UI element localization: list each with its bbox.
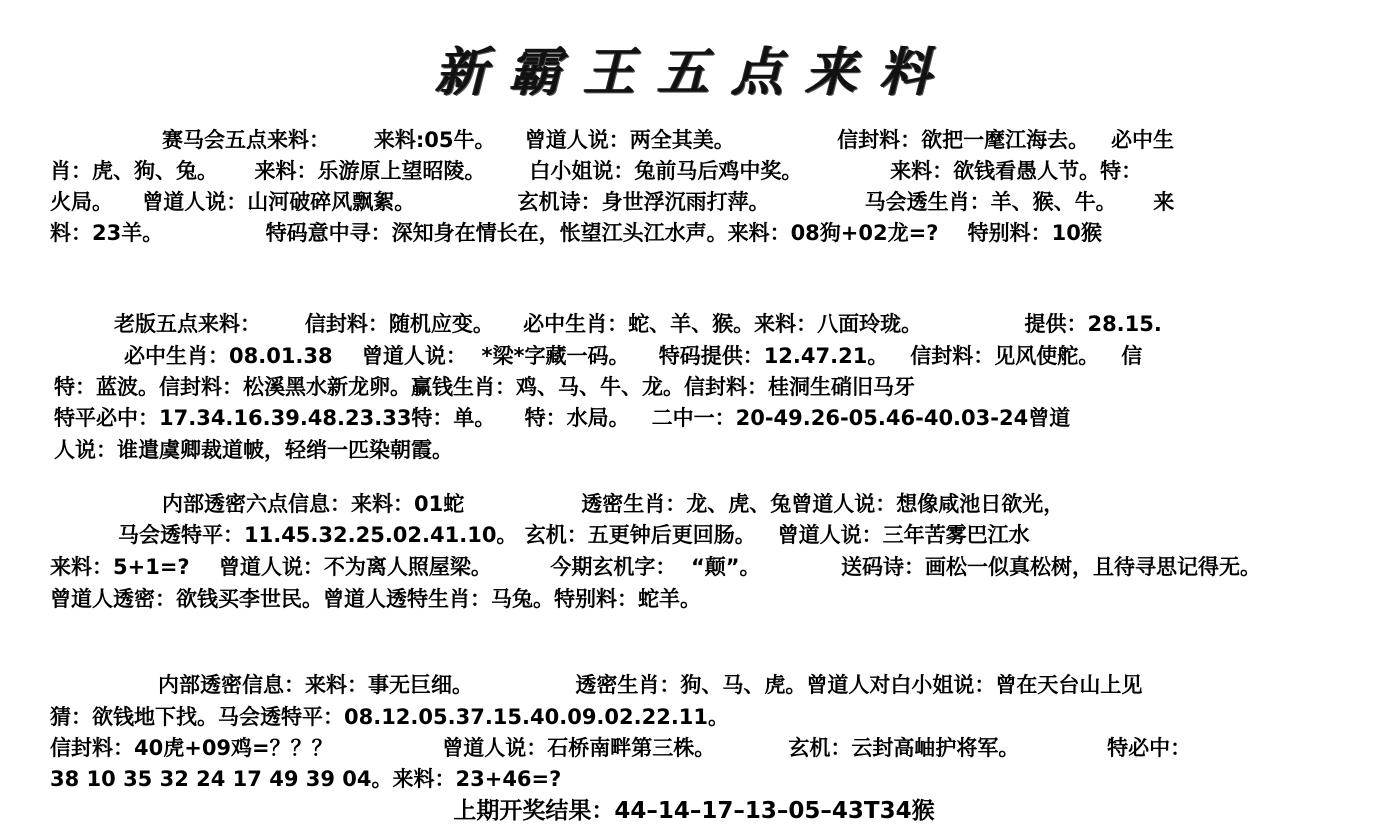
text-line: 必中生肖：08.01.38 曾道人说： *梁*字藏一码。 特码提供：12.47.21。 信封料：见风使舵。 信 (124, 344, 1143, 368)
text-line: 老版五点来料： 信封料：随机应变。 必中生肖：蛇、羊、猴。来料：八面玲珑。 提供：28.15. (114, 312, 1162, 336)
text-line: 马会透特平：11.45.32.25.02.41.10。 玄机：五更钟后更回肠。 曾道人说：三年苦雾巴江水 (118, 523, 1030, 547)
text-line: 38 10 35 32 24 17 49 39 04。来料：23+46=? (50, 767, 562, 791)
text-line: 来料：5+1=? 曾道人说：不为离人照屋梁。 今期玄机字： “颠”。 送码诗：画松一似真松树，且待寻思记得无。 (50, 555, 1261, 579)
text-line: 猜：欲钱地下找。马会透特平：08.12.05.37.15.40.09.02.22.11。 (50, 705, 730, 729)
text-line: 料：23羊。 特码意中寻：深知身在情长在，怅望江头江水声。来料：08狗+02龙=? 特别料：10猴 (50, 221, 1102, 245)
text-line: 火局。 曾道人说：山河破碎风飘絮。 玄机诗：身世浮沉雨打萍。 马会透生肖：羊、猴、牛。 来 (50, 190, 1175, 214)
text-line: 特：蓝波。信封料：松溪黑水新龙卵。赢钱生肖：鸡、马、牛、龙。信封料：桂洞生硝旧马牙 (54, 375, 915, 399)
page-title: 新霸王五点来料 (434, 42, 953, 103)
text-line: 曾道人透密：欲钱买李世民。曾道人透特生肖：马兔。特别料：蛇羊。 (50, 587, 701, 611)
text-line: 内部透密六点信息：来料：01蛇 透密生肖：龙、虎、兔曾道人说：想像咸池日欲光， (162, 492, 1065, 516)
text-line: 人说：谁遣虞卿裁道帔，轻绡一匹染朝霞。 (54, 438, 453, 462)
text-line: 内部透密信息：来料：事无巨细。 透密生肖：狗、马、虎。曾道人对白小姐说：曾在天台山上见 (158, 673, 1143, 697)
text-line: 信封料：40虎+09鸡=？？？ 曾道人说：石桥南畔第三株。 玄机：云封高岫护将军。 特必中： (50, 736, 1192, 760)
text-line: 赛马会五点来料： 来料:05牛。 曾道人说：两全其美。 信封料：欲把一麾江海去。 必中生 (162, 128, 1175, 152)
last-draw-result: 上期开奖结果：44–14–17–13–05–43T34猴 (453, 798, 935, 824)
text-line: 特平必中：17.34.16.39.48.23.33特：单。 特：水局。 二中一：20-49.26-05.46-40.03-24曾道 (54, 406, 1071, 430)
text-line: 肖：虎、狗、兔。 来料：乐游原上望昭陵。 白小姐说：兔前马后鸡中奖。 来料：欲钱看愚人节。特： (50, 159, 1143, 183)
